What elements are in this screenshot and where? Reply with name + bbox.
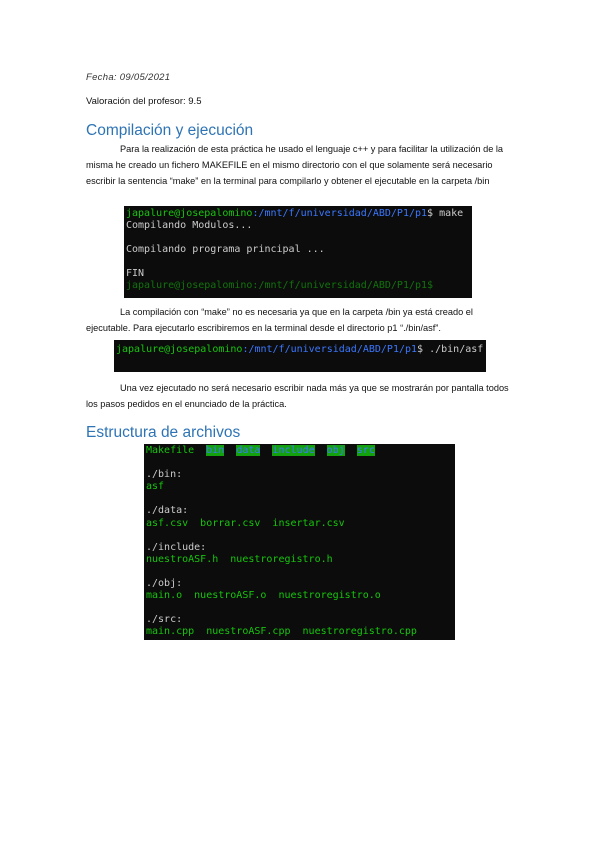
ls-header-data: ./data: [146,505,189,517]
ls-files-data: asf.csv borrar.csv insertar.csv [146,517,345,529]
terminal-run-screenshot [114,340,486,372]
terminal-line-cropped: japalure@josepalomino:/mnt/f/universidad/ABD/P1/p1$ [126,280,434,291]
ls-dir-data: data [236,445,261,456]
terminal-line: Compilando Modulos... [126,220,253,231]
paragraph-output [86,380,516,412]
terminal-tree-screenshot [144,444,455,640]
ls-header-obj: ./obj: [146,578,183,590]
terminal-command: $ make [427,208,464,219]
ls-dir-obj: obj [326,445,345,456]
ls-dir-include: include [272,445,315,456]
terminal-path: :/mnt/f/universidad/ABD/P1/p1 [252,208,428,219]
section-heading-compilation: Compilación y ejecución [86,122,254,139]
ls-dir-bin: bin [206,445,225,456]
terminal-line: FIN [126,268,145,279]
date-label: Fecha: 09/05/2021 [86,72,171,83]
paragraph-execution [86,304,516,336]
ls-header-include: ./include: [146,541,207,553]
paragraph-execution-text: La compilación con “make” no es necesaria ya que en la carpeta /bin ya está creado el ejecutable. Para ejecutarlo escribiremos en la terminal desde el directorio p1 “./bin/asf”. [86,307,473,333]
ls-header-src: ./src: [146,614,183,626]
section-heading-structure: Estructura de archivos [86,424,241,441]
terminal-line: Compilando programa principal ... [126,244,325,255]
terminal-path: :/mnt/f/universidad/ABD/P1/p1 [242,344,418,355]
paragraph-compilation-text: Para la realización de esta práctica he usado el lenguaje c++ y para facilitar la utilización de la misma he creado un fichero MAKEFILE en el mismo directorio con el que solamente será necesario escribir la sentencia “make” en la terminal para compilarlo y obtener el ejecutable en la carpeta /bin [86,144,504,186]
terminal-make-screenshot [124,206,472,298]
terminal-user: japalure@josepalomino [116,344,243,355]
ls-files-obj: main.o nuestroASF.o nuestroregistro.o [146,590,381,602]
ls-dir-src: src [356,445,375,456]
ls-header-bin: ./bin: [146,469,183,481]
paragraph-compilation [86,141,516,189]
ls-files-src: main.cpp nuestroASF.cpp nuestroregistro.cpp [146,626,417,638]
terminal-command: $ ./bin/asf [417,344,484,355]
terminal-user: japalure@josepalomino [126,208,253,219]
ls-files-bin: asf [146,481,165,493]
ls-makefile: Makefile [146,445,195,456]
ls-files-include: nuestroASF.h nuestroregistro.h [146,553,333,565]
paragraph-output-text: Una vez ejecutado no será necesario escribir nada más ya que se mostrarán por pantalla todos los pasos pedidos en el enunciado de la práctica. [86,383,509,409]
grade-label: Valoración del profesor: 9.5 [86,96,202,107]
